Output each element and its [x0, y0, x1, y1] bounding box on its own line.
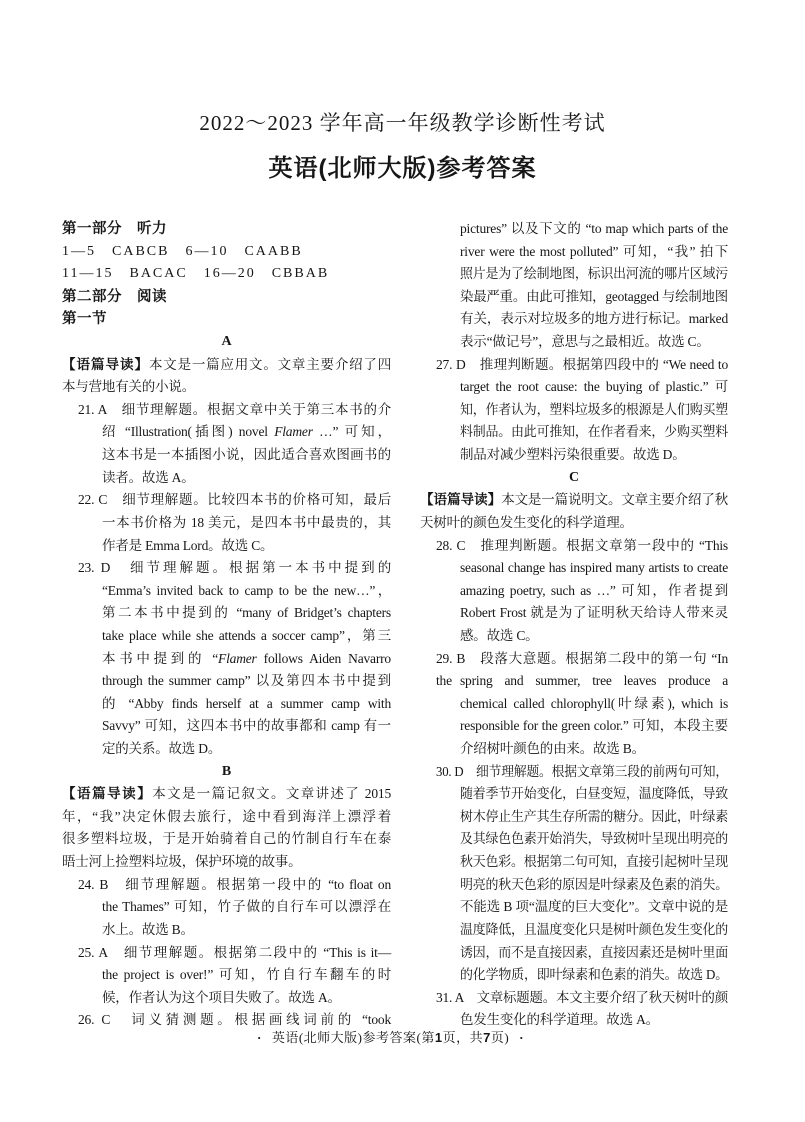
text-line: 明亮的秋天色彩的原因是叶绿素及色素的消失。 [460, 876, 728, 892]
text-line: 第二部分 阅读 [62, 288, 167, 305]
text-line: 23. D 细节理解题。根据第一本书中提到的 [78, 560, 391, 576]
text-line: C [568, 469, 580, 485]
text-line: 本书中提到的 “Flamer follows Aiden Navarro [102, 650, 391, 666]
footer-text-before-page: 英语(北师大版)参考答案(第 [271, 1030, 435, 1045]
answer-key-title: 英语(北师大版)参考答案 [268, 155, 537, 182]
footer-dot-right: · [519, 1030, 524, 1045]
text-line: target the root cause: the buying of plastic.” 可 [460, 379, 728, 395]
text-line: Savvy” 可知，这四本书中的故事都和 camp 有一 [102, 718, 391, 734]
text-line: chemical called chlorophyll(叶绿素), which is [460, 695, 728, 711]
text-line: 不能选 B 项“温度的巨大变化”。文章中说的是 [460, 899, 728, 915]
text-line: 年，“我”决定休假去旅行，途中看到海洋上漂浮着 [62, 808, 391, 824]
text-line: Robert Frost 就是为了证明秋天给诗人带来灵 [460, 605, 728, 621]
text-line: 知，作者认为，塑料垃圾多的根源是人们购买塑 [460, 401, 728, 417]
text-line: amazing poetry, such as …” 可知，作者提到 [460, 582, 728, 598]
text-line: 28. C 推理判断题。根据文章第一段中的 “This [436, 537, 728, 553]
guide-label: 【语篇导读】 [62, 356, 149, 372]
text-line: 料制品。由此可推知，在作者看来，少购买塑料 [460, 424, 728, 440]
text-line: 很多塑料垃圾，于是开始骑着自己的竹制自行车在泰 [62, 831, 391, 847]
text-line: 照片是为了绘制地图，标识出河流的哪片区域污 [460, 266, 728, 282]
text-line: 本与营地有关的小说。 [62, 379, 195, 395]
text-line: 水上。故选 B。 [102, 921, 194, 937]
text-line: 【语篇导读】本文是一篇记叙文。文章讲述了 2015 [62, 786, 391, 802]
text-line: 这本书是一本插图小说，因此适合喜欢图画书的 [102, 447, 391, 463]
text-line: 有关，表示对垃圾多的地方进行标记。marked [460, 311, 728, 327]
text-line: 27. D 推理判断题。根据第四段中的 “We need to [436, 356, 728, 372]
text-line: 31. A 文章标题题。本文主要介绍了秋天树叶的颜 [436, 989, 728, 1005]
text-line: 秋天色彩。根据第二句可知，直接引起树叶呈现 [460, 854, 728, 870]
text-line: 温度降低，且温度变化只是树叶颜色发生变化的 [460, 921, 728, 937]
text-line: the Thames” 可知，竹子做的自行车可以漂浮在 [102, 899, 391, 915]
text-line: 色发生变化的科学道理。故选 A。 [460, 1012, 659, 1028]
text-line: spring and summer, tree leaves produce a [460, 673, 728, 689]
text-line: pictures” 以及下文的 “to map which parts of the [460, 221, 728, 236]
text-line: 表示“做记号”，意思与之最相近。故选 C。 [460, 334, 710, 350]
text-line: 第一节 [62, 311, 107, 328]
text-line: take place while she attends a soccer camp”，第三 [102, 627, 391, 643]
footer-page-number: 1 [434, 1030, 443, 1045]
footer-text-after: 页) [490, 1030, 510, 1045]
text-line: 读者。故选 A。 [102, 469, 195, 485]
text-line: 天树叶的颜色发生变化的科学道理。 [420, 514, 633, 530]
footer-total-pages: 7 [483, 1030, 491, 1045]
text-line: 晤士河上捡塑料垃圾，保护环境的故事。 [62, 854, 302, 870]
footer-dot-left: · [256, 1030, 262, 1045]
text-line: 21. A 细节理解题。根据文章中关于第三本书的介 [78, 401, 391, 417]
exam-title: 2022～2023 学年高一年级教学诊断性考试 [199, 111, 606, 135]
text-line: B [221, 763, 232, 779]
text-line: 感。故选 C。 [460, 627, 539, 643]
page-footer [0, 1029, 793, 1047]
text-line: 及其绿色色素开始消失，导致树叶呈现出明亮的 [460, 831, 728, 847]
text-line: the project is over!” 可知，竹自行车翻车的时 [102, 967, 391, 983]
text-line: 制品对减少塑料污染很重要。故选 D。 [460, 447, 686, 463]
text-line: 介绍树叶颜色的由来。故选 B。 [460, 741, 645, 757]
guide-label: 【语篇导读】 [62, 786, 153, 802]
text-line: 1—5 CABCB 6—10 CAABB [62, 243, 303, 259]
text-line: 26. C 词义猜测题。根据画线词前的 “took [78, 1012, 391, 1028]
text-line: 【语篇导读】本文是一篇说明文。文章主要介绍了秋 [420, 492, 728, 508]
text-line: responsible for the green color.” 可知，本段主要 [460, 718, 728, 734]
text-line: 22. C 细节理解题。比较四本书的价格可知，最后 [78, 492, 391, 508]
text-line: 29. B 段落大意题。根据第二段中的第一句 “In the [436, 650, 728, 689]
footer-text-between: 页，共 [442, 1030, 484, 1045]
text-line: 候，作者认为这个项目失败了。故选 A。 [102, 989, 341, 1005]
text-line: 绍 “Illustration(插图) novel Flamer …” 可知， [102, 424, 391, 440]
text-line: river were the most polluted” 可知，“我” 拍下 [460, 243, 728, 259]
guide-label: 【语篇导读】 [420, 492, 502, 508]
text-line: 染最严重。由此可推知，geotagged 与绘制地图 [460, 288, 728, 304]
text-line: 的化学物质，即叶绿素和色素的消失。故选 D。 [460, 967, 728, 983]
text-line: 第二本书中提到的 “many of Bridget’s chapters [102, 605, 391, 621]
text-line: 第一部分 听力 [62, 221, 167, 237]
text-line: 一本书价格为 18 美元，是四本书中最贵的，其 [102, 514, 391, 530]
text-line: 24. B 细节理解题。根据第一段中的 “to float on [78, 876, 391, 892]
column-right [420, 218, 728, 1032]
text-line: 11—15 BACAC 16—20 CBBAB [62, 266, 330, 282]
text-line: 30. D 细节理解题。根据文章第三段的前两句可知， [436, 763, 728, 779]
text-line: 25. A 细节理解题。根据第二段中的 “This is it— [78, 944, 391, 960]
column-left [62, 218, 391, 1032]
text-line: 定的关系。故选 D。 [102, 741, 222, 757]
text-line: 随着季节开始变化，白昼变短，温度降低，导致 [460, 786, 728, 802]
text-line: through the summer camp” 以及第四本书中提到 [102, 673, 391, 689]
text-line: A [221, 334, 232, 350]
text-line: 的 “Abby finds herself at a summer camp with [102, 695, 391, 711]
text-line: 诱因，而不是直接因素，直接因素还是树叶里面 [460, 944, 728, 960]
text-line: “Emma’s invited back to camp to be the new…”， [102, 582, 391, 598]
text-line: 作者是 Emma Lord。故选 C。 [102, 537, 274, 553]
text-line: 【语篇导读】本文是一篇应用文。文章主要介绍了四 [62, 356, 392, 372]
text-line: seasonal change has inspired many artists to create [460, 560, 728, 576]
text-line: 树木停止生产其生存所需的糖分。因此，叶绿素 [460, 808, 728, 824]
